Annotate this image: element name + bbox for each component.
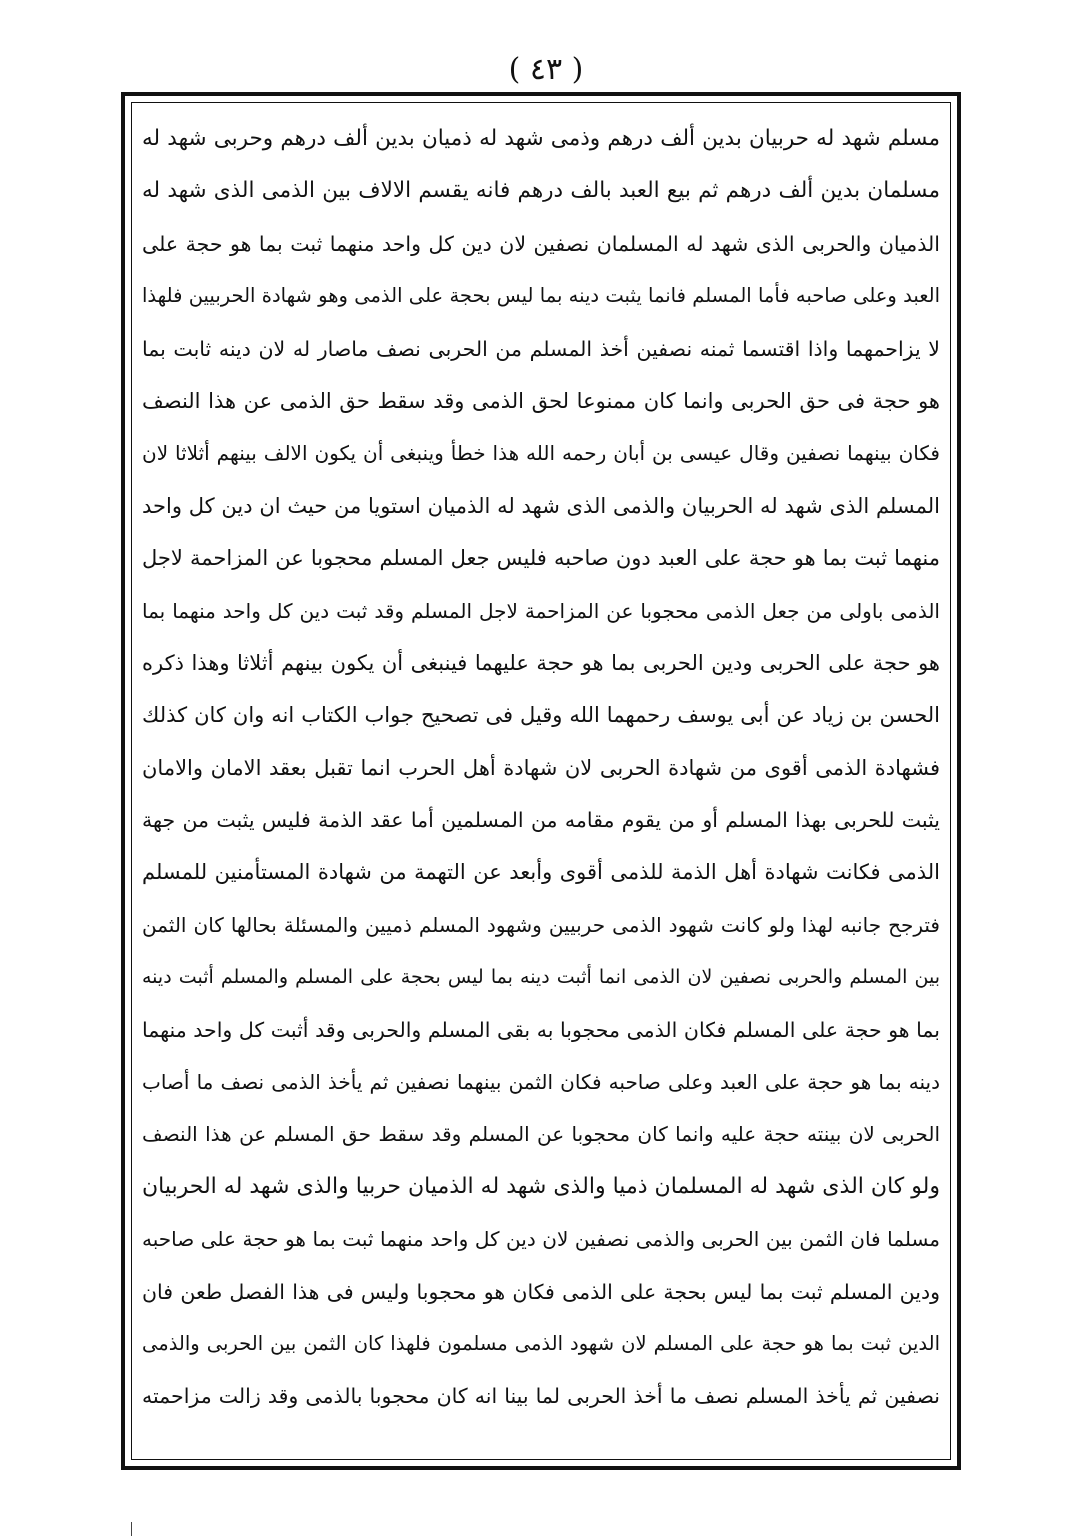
- text-line: فكان بينهما نصفين وقال عيسى بن أبان رحمه الله هذا خطأ وينبغى أن يكون الالف بينهم أثلاثا لان: [142, 441, 940, 466]
- text-line: دينه بما هو حجة على العبد وعلى صاحبه فكان الثمن بينهما نصفين ثم يأخذ الذمى نصف ما أصاب: [142, 1070, 940, 1095]
- text-line: مسلما فان الثمن بين الحربى والذمى نصفين لان دين كل واحد منهما ثبت بما هو حجة على صاحبه: [142, 1227, 940, 1252]
- text-line: مسلمان بدين ألف درهم ثم بيع العبد بالف درهم فانه يقسم الالاف بين الذمى الذى شهد له: [142, 178, 940, 204]
- text-line: ودين المسلم ثبت بما ليس بحجة على الذمى فكان هو محجوبا وليس فى هذا الفصل طعن فان: [142, 1279, 940, 1304]
- text-line: العبد وعلى صاحبه فأما المسلم فانما يثبت دينه بما ليس بحجة على الذمى وهو شهادة الحربيين فلهذا: [142, 284, 940, 308]
- text-line: مسلم شهد له حربيان بدين ألف درهم وذمى شهد له ذميان بدين ألف درهم وحربى شهد له: [142, 126, 940, 151]
- text-line: الذمى باولى من جعل الذمى محجوبا عن المزاحمة لاجل المسلم وقد ثبت دين كل واحد منهما بما: [142, 598, 940, 623]
- text-line: بما هو حجة على المسلم فكان الذمى محجوبا به بقى المسلم والحربى وقد أثبت كل واحد منهما: [142, 1017, 940, 1042]
- text-line: يثبت للحربى بهذا المسلم أو من يقوم مقامه من المسلمين أما عقد الذمة فليس يثبت من جهة: [142, 808, 940, 833]
- text-line: الدين ثبت بما هو حجة على المسلم لان شهود الذمى مسلمون فلهذا كان الثمن بين الحربى والذمى: [142, 1331, 940, 1355]
- page-number: ( ٤٣ ): [508, 52, 584, 87]
- page-border: [121, 92, 961, 1470]
- text-line: فترجح جانبه لهذا ولو كانت شهود الذمى حربيين وشهود المسلم ذميين والمسئلة بحالها كان الثمن: [142, 912, 940, 937]
- inner-border: [131, 102, 951, 1460]
- text-line: الذمى فكانت شهادة أهل الذمة للذمى أقوى وأبعد عن التهمة من شهادة المستأمنين للمسلم: [142, 860, 940, 885]
- text-line: هو حجة فى حق الحربى وانما كان ممنوعا لحق الذمى وقد سقط حق الذمى عن هذا النصف: [142, 388, 940, 413]
- text-line: هو حجة على الحربى ودين الحربى بما هو حجة عليهما فينبغى أن يكون بينهم أثلاثا وهذا ذكره: [142, 650, 940, 675]
- text-body: [142, 113, 940, 1423]
- text-line: ولو كان الذى شهد له المسلمان ذميا والذى شهد له الذميان حربيا والذى شهد له الحربيان: [142, 1173, 940, 1199]
- text-line: بين المسلم والحربى نصفين لان الذمى انما أثبت دينه بما ليس بحجة على المسلم والمسلم أثبت دينه: [142, 966, 940, 989]
- text-line: منهما ثبت بما هو حجة على العبد دون صاحبه فليس جعل المسلم محجوبا عن المزاحمة لاجل: [142, 546, 940, 571]
- text-line: لا يزاحمهما واذا اقتسما ثمنه نصفين أخذ المسلم من الحربى نصف ماصار له لان دينه ثابت بما: [142, 336, 940, 361]
- margin-mark: [131, 1522, 132, 1536]
- text-line: المسلم الذى شهد له الحربيان والذمى الذى شهد له الذميان استويا من حيث ان دين كل واحد: [142, 493, 940, 518]
- text-line: نصفين ثم يأخذ المسلم نصف ما أخذ الحربى لما بينا انه كان محجوبا بالذمى وقد زالت مزاحمته: [142, 1384, 940, 1409]
- text-line: الذميان والحربى الذى شهد له المسلمان نصفين لان دين كل واحد منهما ثبت بما هو حجة على: [142, 231, 940, 256]
- text-line: فشهادة الذمى أقوى من شهادة الحربى لان شهادة أهل الحرب انما تقبل بعقد الامان والامان: [142, 755, 940, 780]
- text-line: الحربى لان بينته حجة عليه وانما كان محجوبا عن المسلم وقد سقط حق المسلم عن هذا النصف: [142, 1122, 940, 1147]
- text-line: الحسن بن زياد عن أبى يوسف رحمهما الله وقيل فى تصحيح جواب الكتاب انه وان كان كذلك: [142, 703, 940, 728]
